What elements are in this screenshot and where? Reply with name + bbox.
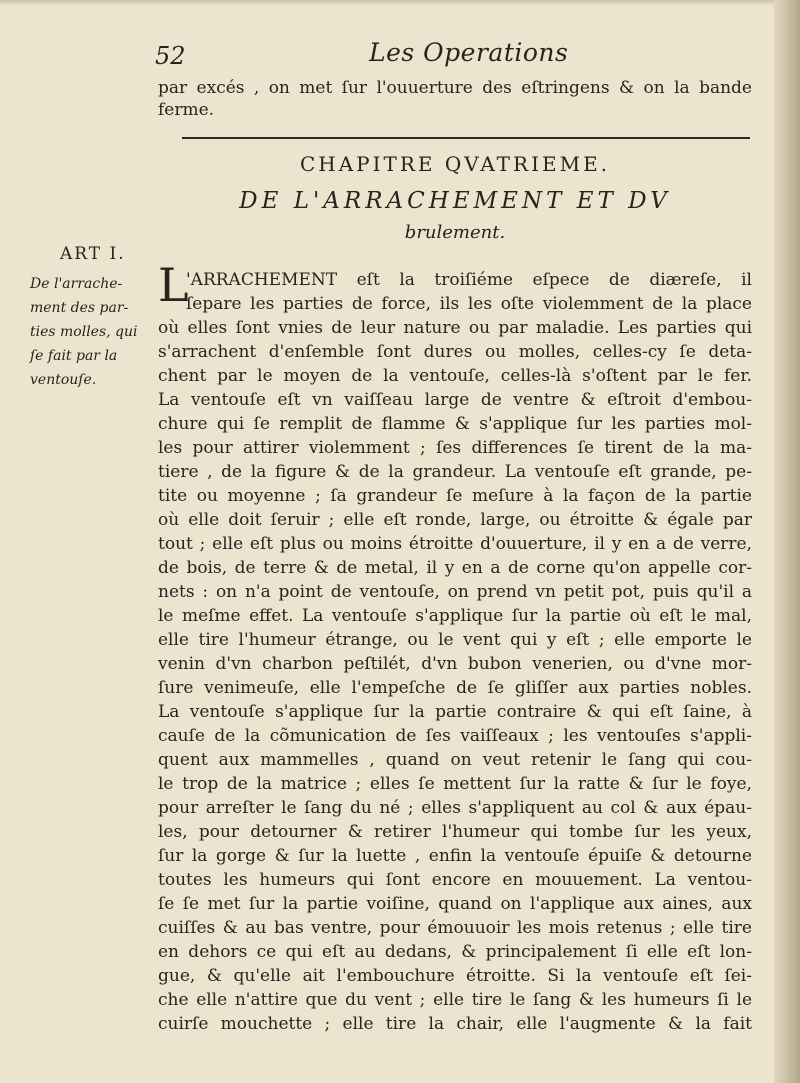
body-line: ſe ſe met ſur la partie voiſine, quand on l'applique aux aines, aux (158, 894, 752, 914)
body-line: les pour attirer violemment ; ſes differences ſe tirent de la ma- (158, 438, 752, 458)
body-line: che elle n'attire que du vent ; elle tire le ſang & les humeurs ſi le (158, 990, 752, 1010)
body-line: quent aux mammelles , quand on veut retenir le ſang qui cou- (158, 750, 752, 770)
body-line: de bois, de terre & de metal, il y en a de corne qu'on appelle cor- (158, 558, 752, 578)
body-line: s'arrachent d'enſemble ſont dures ou molles, celles-cy ſe deta- (158, 342, 752, 362)
margin-note-line: ventouſe. (30, 372, 97, 388)
margin-note-line: ment des par- (30, 300, 129, 316)
body-line: tiere , de la figure & de la grandeur. La ventouſe eſt grande, pe- (158, 462, 752, 482)
body-line: elle tire l'humeur étrange, ou le vent qui y eſt ; elle emporte le (158, 630, 752, 650)
body-line: cuirſe mouchette ; elle tire la chair, elle l'augmente & la fait (158, 1014, 752, 1034)
body-line: les, pour detourner & retirer l'humeur qui tombe ſur les yeux, (158, 822, 752, 842)
continuation-line: par excés , on met ſur l'ouuerture des eſtringens & on la bande (158, 78, 752, 98)
running-title: Les Operations (369, 38, 569, 67)
body-line: ſure venimeuſe, elle l'empeſche de ſe gliſſer aux parties nobles. (158, 678, 752, 698)
body-line: tout ; elle eſt plus ou moins étroitte d'ouuerture, il y en a de verre, (158, 534, 752, 554)
body-line: le trop de la matrice ; elles ſe mettent ſur la ratte & ſur le foye, (158, 774, 752, 794)
continuation-line: ferme. (158, 100, 215, 120)
body-line: en dehors ce qui eſt au dedans, & principalement ſi elle eſt lon- (158, 942, 752, 962)
body-line: chent par le moyen de la ventouſe, celles-là s'oſtent par le fer. (158, 366, 752, 386)
chapter-title: CHAPITRE QVATRIEME. (299, 152, 611, 176)
body-line: chure qui ſe remplit de flamme & s'applique ſur les parties mol- (158, 414, 752, 434)
body-line: ſepare les parties de force, ils les oſte violemment de la place (186, 294, 752, 314)
body-line: où elles ſont vnies de leur nature ou par maladie. Les parties qui (158, 318, 752, 338)
body-line: cauſe de la cõmunication de ſes vaiſſeaux ; les ventouſes s'appli- (158, 726, 752, 746)
section-subtitle: brulement. (404, 222, 506, 243)
section-title: DE L'ARRACHEMENT ET DV (239, 188, 671, 214)
body-line: La ventouſe eſt vn vaiſſeau large de ventre & eſtroit d'embou- (158, 390, 752, 410)
body-line: La ventouſe s'applique ſur la partie contraire & qui eſt ſaine, à (158, 702, 752, 722)
body-line: 'ARRACHEMENT eſt la troiſiéme eſpece de diæreſe, il (186, 270, 752, 290)
page-edge (774, 0, 800, 1083)
body-line: cuiſſes & au bas ventre, pour émouuoir les mois retenus ; elle tire (158, 918, 752, 938)
body-line: nets : on n'a point de ventouſe, on prend vn petit pot, puis qu'il a (158, 582, 752, 602)
page-top-shadow (0, 0, 800, 6)
body-line: tite ou moyenne ; ſa grandeur ſe meſure à la façon de la partie (158, 486, 752, 506)
page-header (155, 38, 755, 72)
body-line: pour arreſter le ſang du né ; elles s'appliquent au col & aux épau- (158, 798, 752, 818)
margin-note-line: ſe fait par la (30, 348, 118, 364)
margin-note-line: De l'arrache- (30, 276, 123, 292)
drop-cap: L (158, 258, 189, 312)
body-line: où elle doit ſeruir ; elle eſt ronde, large, ou étroitte & égale par (158, 510, 752, 530)
body-line: ſur la gorge & ſur la luette , enfin la ventouſe épuiſe & detourne (158, 846, 752, 866)
body-line: venin d'vn charbon peſtilét, d'vn bubon venerien, ou d'vne mor- (158, 654, 752, 674)
page-number: 52 (155, 42, 186, 70)
body-line: le meſme effet. La ventouſe s'applique ſur la partie où eſt le mal, (158, 606, 752, 626)
body-line: toutes les humeurs qui ſont encore en mouuement. La ventou- (158, 870, 752, 890)
margin-note-line: ties molles, qui (30, 324, 138, 340)
section-rule (182, 137, 750, 139)
article-label: ART I. (60, 244, 126, 264)
body-line: gue, & qu'elle ait l'embouchure étroitte. Si la ventouſe eſt ſei- (158, 966, 752, 986)
